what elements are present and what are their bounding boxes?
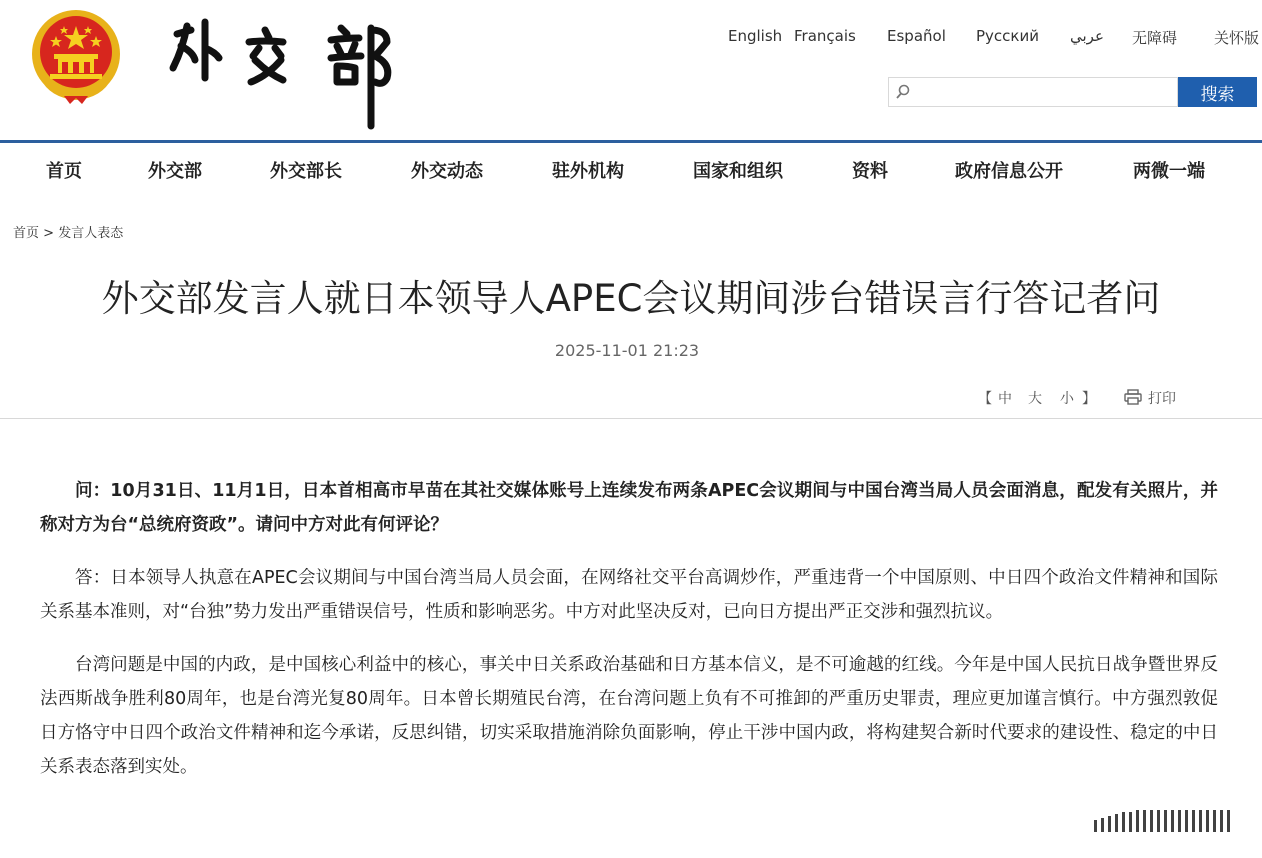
answer-paragraph: 答：日本领导人执意在APEC会议期间与中国台湾当局人员会面，在网络社交平台高调炒作，严重违背一个中国原则、中日四个政治文件精神和国际关系基本准则，对“台独”势力发出严重错误信号，性质和影响恶劣。中方对此坚决反对，已向日方提出严正交涉和强烈抗议。 (40, 568, 1218, 622)
article-title: 外交部发言人就日本领导人APEC会议期间涉台错误言行答记者问 (101, 277, 1161, 320)
font-size-medium-button[interactable]: 中 (998, 391, 1012, 407)
search-box (888, 77, 1178, 107)
ministry-calligraphy-logo[interactable] (165, 8, 415, 133)
breadcrumb-separator: > (43, 226, 55, 241)
nav-item-missions[interactable]: 驻外机构 (552, 161, 624, 182)
search-button[interactable]: 搜索 (1178, 77, 1257, 107)
main-nav (0, 143, 1262, 195)
nav-item-countries[interactable]: 国家和组织 (693, 161, 783, 182)
breadcrumb-current[interactable]: 发言人表态 (58, 226, 124, 241)
content-divider (0, 418, 1262, 419)
search-icon (895, 84, 911, 100)
lang-arabic[interactable]: عربي (1070, 27, 1104, 45)
platform-watermark-icon (1092, 804, 1242, 838)
lang-french[interactable]: Français (794, 27, 856, 45)
nav-item-minister[interactable]: 外交部长 (270, 161, 342, 182)
nav-item-home[interactable]: 首页 (46, 161, 82, 182)
nav-item-social[interactable]: 两微一端 (1133, 161, 1205, 182)
nav-item-resources[interactable]: 资料 (852, 161, 888, 182)
lang-russian[interactable]: Русский (976, 27, 1039, 45)
font-size-bracket-open: 【 (978, 391, 992, 407)
lang-english[interactable]: English (728, 27, 783, 45)
nav-item-gov-info[interactable]: 政府信息公开 (955, 161, 1063, 182)
national-emblem-icon[interactable] (30, 8, 122, 104)
answer-paragraph: 台湾问题是中国的内政，是中国核心利益中的核心，事关中日关系政治基础和日方基本信义，是不可逾越的红线。今年是中国人民抗日战争暨世界反法西斯战争胜利80周年，也是台湾光复80周年。日本曾长期殖民台湾，在台湾问题上负有不可推卸的严重历史罪责，理应更加谨言慎行。中方强烈敦促日方恪守中日四个政治文件精神和迄今承诺，反思纠错，切实采取措施消除负面影响，停止干涉中国内政，将构建契合新时代要求的建设性、稳定的中日关系表态落到实处。 (40, 655, 1218, 777)
font-size-bracket-close: 】 (1082, 391, 1096, 407)
language-bar (642, 27, 1262, 47)
lang-accessibility[interactable]: 无障碍 (1132, 29, 1178, 47)
nav-item-ministry[interactable]: 外交部 (148, 161, 202, 182)
lang-spanish[interactable]: Español (887, 27, 946, 45)
printer-icon[interactable] (1124, 389, 1142, 405)
font-size-large-button[interactable]: 大 (1028, 391, 1042, 407)
site-header (0, 0, 1262, 140)
lang-care-mode[interactable]: 关怀版 (1214, 29, 1260, 47)
font-size-small-button[interactable]: 小 (1060, 391, 1074, 407)
nav-item-activities[interactable]: 外交动态 (411, 161, 483, 182)
print-button[interactable]: 打印 (1148, 391, 1176, 407)
question-paragraph: 问：10月31日、11月1日，日本首相高市早苗在其社交媒体账号上连续发布两条APEC会议期间与中国台湾当局人员会面消息，配发有关照片，并称对方为台“总统府资政”。请问中方对此有何评论？ (40, 481, 1218, 535)
breadcrumb-home[interactable]: 首页 (13, 226, 40, 241)
search-input[interactable] (917, 80, 1176, 106)
breadcrumb (13, 222, 123, 241)
article-date: 2025-11-01 21:23 (554, 341, 700, 360)
